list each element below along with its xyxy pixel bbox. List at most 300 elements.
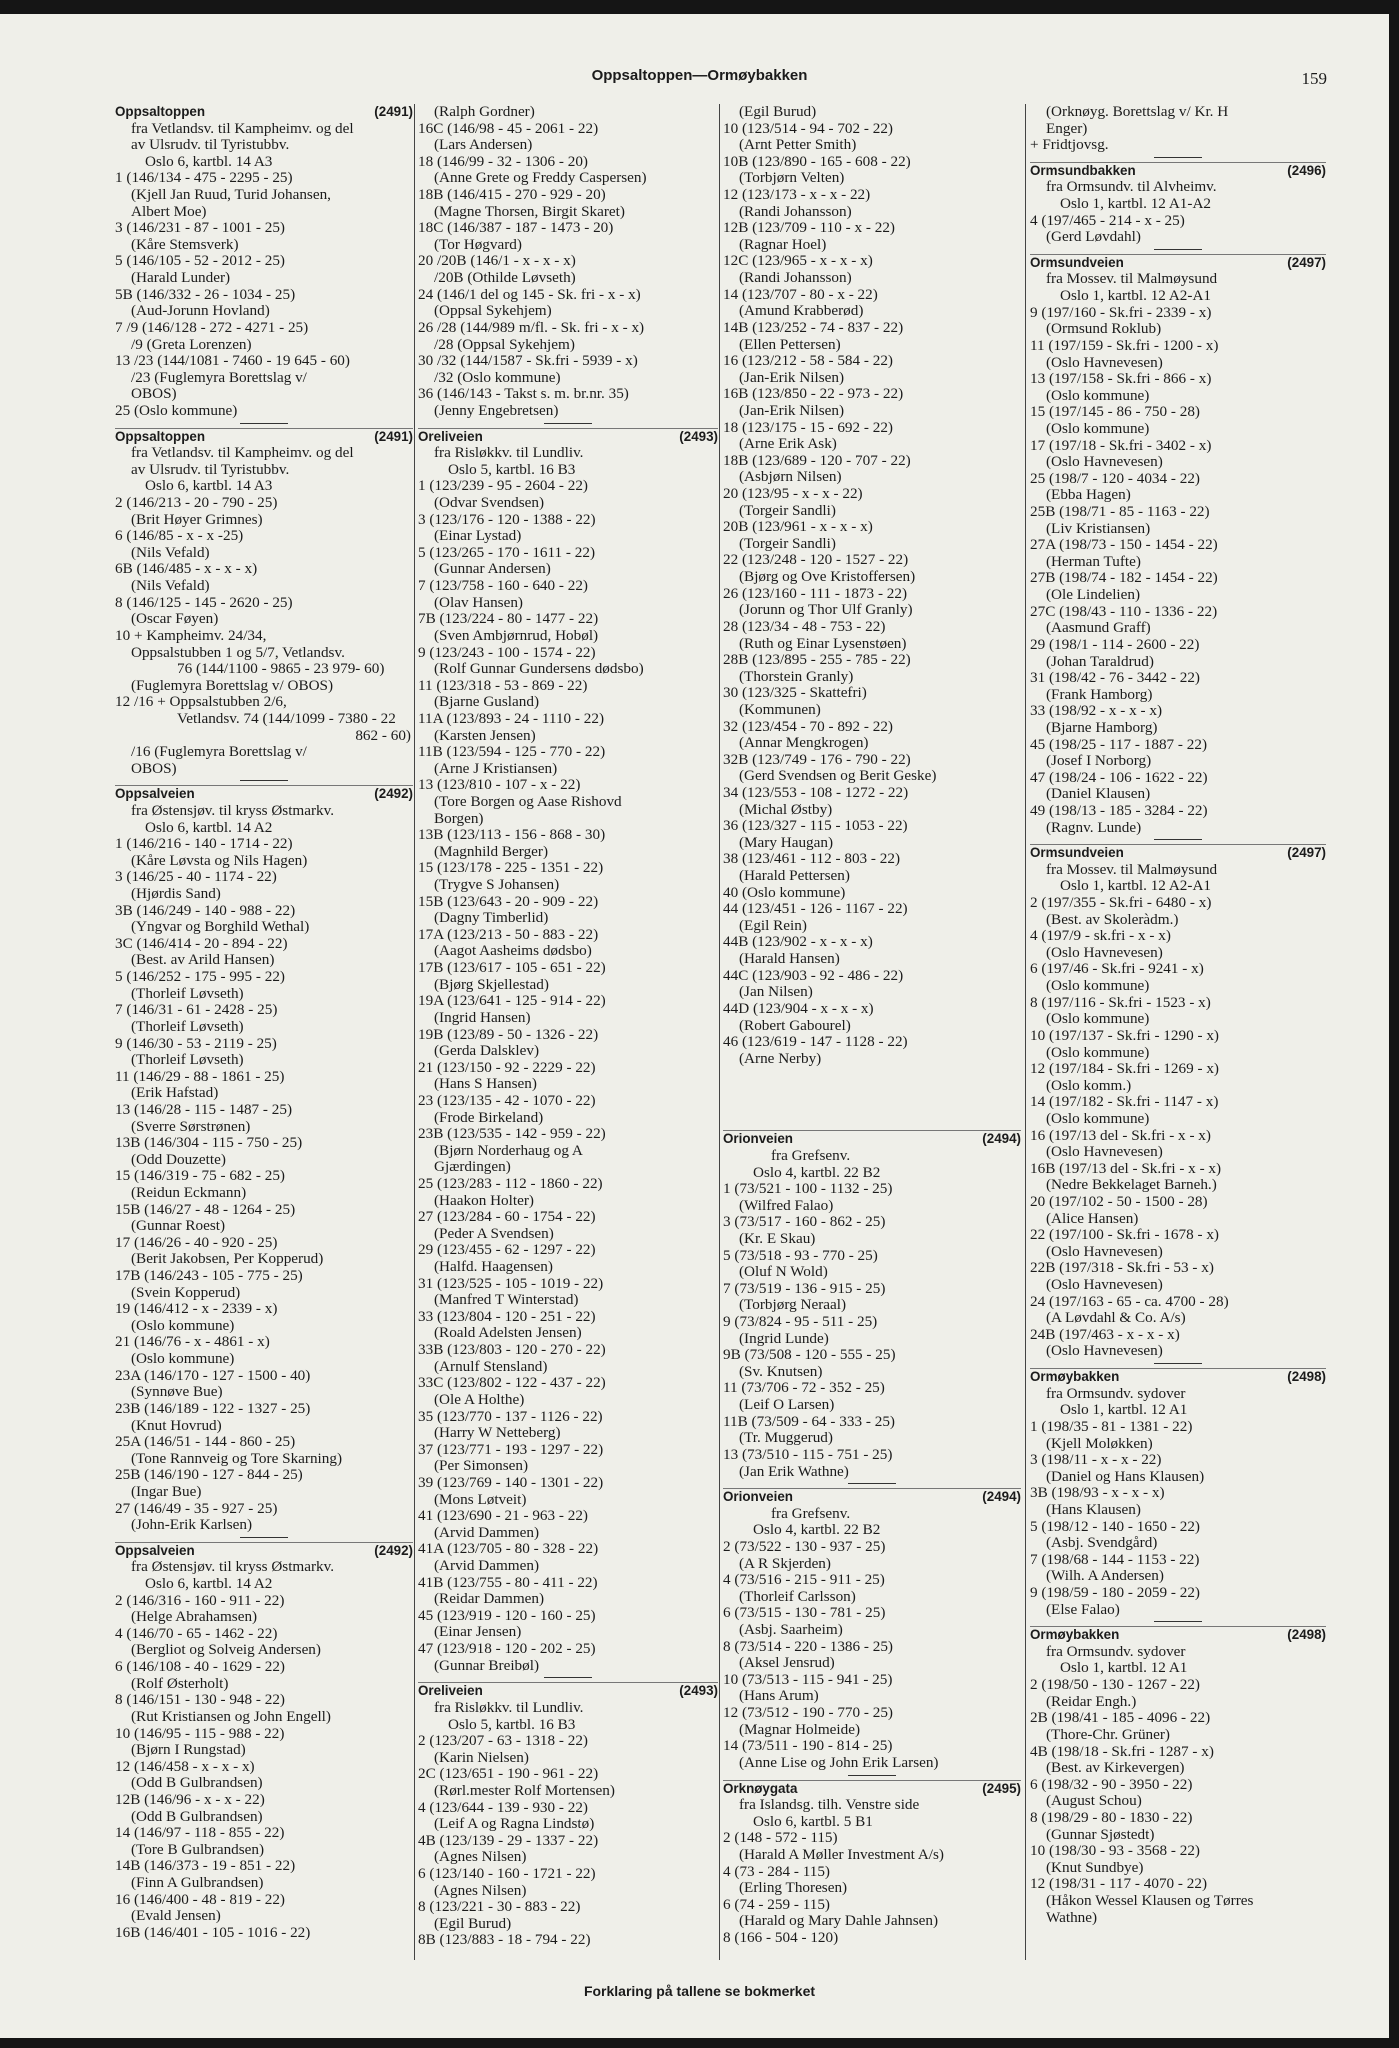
street-code: (2491): [374, 104, 413, 119]
entry-detail: (Liv Kristiansen): [1046, 519, 1151, 537]
entry-detail: Oslo 6, kartbl. 14 A2: [145, 1575, 273, 1593]
entry-detail: (Sverre Sørstrønen): [131, 1117, 251, 1135]
property-entry: 5 (198/12 - 140 - 1650 - 22): [1030, 1517, 1200, 1535]
property-entry: 33C (123/802 - 122 - 437 - 22): [418, 1374, 606, 1392]
property-entry: 4B (198/18 - Sk.fri - 1287 - x): [1030, 1742, 1214, 1760]
entry-detail: (Jan Nilsen): [739, 983, 813, 1001]
street-name: Orionveien: [723, 1489, 793, 1505]
entry-detail: (Amund Krabberød): [739, 302, 864, 320]
property-entry: 9 (198/59 - 180 - 2059 - 22): [1030, 1584, 1200, 1602]
entry-detail: (Magne Thorsen, Birgit Skaret): [434, 202, 625, 220]
entry-detail: (Gunnar Breibøl): [434, 1656, 540, 1674]
street-name: Oreliveien: [418, 1683, 483, 1699]
entry-detail: (Magnhild Berger): [434, 842, 549, 860]
entry-detail: (Aagot Aasheims dødsbo): [434, 942, 592, 960]
property-entry: 9 (197/160 - Sk.fri - 2339 - x): [1030, 303, 1212, 321]
entry-detail: 862 - 60): [355, 726, 411, 744]
street-heading: [115, 1542, 413, 1560]
entry-detail: (Thorleif Carlsson): [739, 1587, 856, 1605]
entry-detail: (Ingrid Hansen): [434, 1008, 531, 1026]
entry-detail: (Leif A og Ragna Lindstø): [434, 1815, 595, 1833]
property-entry: 36 (146/143 - Takst s. m. br.nr. 35): [418, 385, 629, 403]
street-code: (2493): [679, 1683, 718, 1699]
property-entry: 2 (73/522 - 130 - 937 - 25): [723, 1537, 886, 1555]
entry-detail: (Nils Vefald): [131, 577, 210, 595]
property-entry: 18B (123/689 - 120 - 707 - 22): [723, 451, 911, 469]
property-entry: 15B (146/27 - 48 - 1264 - 25): [115, 1200, 296, 1218]
property-entry: 25 (123/283 - 112 - 1860 - 22): [418, 1175, 603, 1192]
entry-detail: av Ulsrudv. til Tyristubbv.: [131, 136, 290, 154]
property-entry: 20 (197/102 - 50 - 1500 - 28): [1030, 1193, 1208, 1210]
entry-detail: (Nils Vefald): [131, 543, 210, 561]
property-entry: 25B (198/71 - 85 - 1163 - 22): [1030, 503, 1210, 521]
property-entry: 3 (198/11 - x - x - 22): [1030, 1451, 1162, 1469]
property-entry: 22 (123/248 - 120 - 1527 - 22): [723, 551, 909, 569]
entry-detail: (Gerd Svendsen og Berit Geske): [739, 767, 937, 785]
street-heading: [723, 1130, 1021, 1148]
property-entry: 6 (73/515 - 130 - 781 - 25): [723, 1604, 886, 1622]
entry-detail: Vetlandsv. 74 (144/1099 - 7380 - 22: [177, 709, 396, 727]
entry-detail: (Kr. E Skau): [739, 1230, 816, 1247]
entry-detail: (Hjørdis Sand): [131, 885, 221, 903]
entry-detail: (Rolf Gunnar Gundersens dødsbo): [434, 660, 644, 678]
entry-detail: (Håkon Wessel Klausen og Tørres: [1046, 1891, 1254, 1909]
property-entry: 32 (123/454 - 70 - 892 - 22): [723, 717, 893, 735]
property-entry: 9B (73/508 - 120 - 555 - 25): [723, 1346, 896, 1364]
entry-detail: (Haakon Holter): [434, 1191, 534, 1209]
entry-detail: (Bjarne Hamborg): [1046, 718, 1158, 736]
entry-detail: Oslo 4, kartbl. 22 B2: [753, 1163, 881, 1181]
entry-detail: (Oslo kommune): [131, 1350, 235, 1368]
entry-detail: (Oslo Havnevesen): [1046, 1143, 1163, 1161]
property-entry: 33 (198/92 - x - x - x): [1030, 702, 1163, 720]
spacer: [723, 1076, 1021, 1085]
property-entry: 18 (123/175 - 15 - 692 - 22): [723, 418, 893, 436]
property-entry: 4B (123/139 - 29 - 1337 - 22): [418, 1831, 599, 1849]
entry-detail: Wathne): [1046, 1908, 1098, 1926]
property-entry: 1 (123/239 - 95 - 2604 - 22): [418, 477, 588, 495]
street-code: (2492): [374, 786, 413, 802]
entry-detail: (Knut Sundbye): [1046, 1858, 1144, 1876]
property-entry: 8 (146/151 - 130 - 948 - 22): [115, 1691, 285, 1709]
property-entry: 13 (146/28 - 115 - 1487 - 25): [115, 1100, 293, 1118]
entry-detail: Oslo 4, kartbl. 22 B2: [753, 1521, 881, 1539]
entry-detail: fra Risløkkv. til Lundliv.: [434, 444, 584, 462]
entry-detail: (Oslo kommune): [131, 1316, 235, 1334]
entry-detail: (Jan Erik Wathne): [739, 1462, 849, 1480]
entry-detail: (Oscar Føyen): [131, 610, 219, 628]
entry-detail: (Einar Jensen): [434, 1623, 522, 1641]
property-entry: 20 /20B (146/1 - x - x - x): [418, 252, 576, 270]
entry-detail: Oslo 1, kartbl. 12 A1: [1060, 1659, 1188, 1677]
entry-detail: /28 (Oppsal Sykehjem): [434, 335, 575, 353]
entry-detail: (Ormsund Roklub): [1046, 320, 1162, 338]
property-entry: 25A (146/51 - 144 - 860 - 25): [115, 1433, 296, 1451]
property-entry: 3 (123/176 - 120 - 1388 - 22): [418, 510, 596, 528]
street-heading: [1030, 1626, 1326, 1644]
entry-detail: (Jan-Erik Nilsen): [739, 401, 845, 419]
property-entry: 14 (73/511 - 190 - 814 - 25): [723, 1737, 893, 1755]
street-name: Oppsaltoppen: [115, 428, 206, 444]
entry-detail: (Gerda Dalsklev): [434, 1042, 539, 1060]
entry-detail: (Evald Jensen): [131, 1907, 221, 1925]
entry-detail: (Odvar Svendsen): [434, 494, 545, 512]
entry-detail: (Hans Klausen): [1046, 1500, 1141, 1518]
street-code: (2498): [1287, 1627, 1326, 1643]
entry-detail: (Thore-Chr. Grüner): [1046, 1725, 1170, 1743]
property-entry: 8B (123/883 - 18 - 794 - 22): [418, 1931, 591, 1949]
property-entry: 12 (146/458 - x - x - x): [115, 1757, 255, 1775]
entry-detail: (Jan-Erik Nilsen): [739, 368, 845, 386]
property-entry: 10 (198/30 - 93 - 3568 - 22): [1030, 1842, 1200, 1860]
street-code: (2494): [982, 1489, 1021, 1505]
property-entry: 49 (198/13 - 185 - 3284 - 22): [1030, 801, 1208, 819]
entry-detail: (Harald Lunder): [131, 269, 231, 287]
entry-detail: (Oslo Havnevesen): [1046, 1342, 1163, 1360]
property-entry: 21 (123/150 - 92 - 2229 - 22): [418, 1058, 596, 1076]
entry-detail: (Oslo Havnevesen): [1046, 453, 1163, 471]
property-entry: 30 /32 (144/1587 - Sk.fri - 5939 - x): [418, 352, 638, 370]
property-entry: 39 (123/769 - 140 - 1301 - 22): [418, 1473, 604, 1491]
property-entry: 25B (146/190 - 127 - 844 - 25): [115, 1466, 303, 1484]
entry-detail: (Kåre Løvsta og Nils Hagen): [131, 851, 308, 869]
entry-detail: (Harald A Møller Investment A/s): [739, 1845, 944, 1863]
property-entry: 6 (146/85 - x - x -25): [115, 527, 244, 545]
page-header-title: Oppsaltoppen—Ormøybakken: [591, 67, 808, 84]
entry-detail: Borgen): [434, 809, 484, 827]
entry-detail: (Wilh. A Andersen): [1046, 1567, 1164, 1585]
entry-detail: (Johan Taraldrud): [1046, 652, 1154, 670]
entry-detail: (Erik Hafstad): [131, 1084, 219, 1102]
property-entry: 21 (146/76 - x - 4861 - x): [115, 1333, 270, 1351]
street-code: (2493): [679, 428, 718, 444]
page-number: 159: [1301, 69, 1327, 88]
entry-detail: fra Ormsundv. til Alvheimv.: [1046, 178, 1217, 196]
property-entry: 11 (146/29 - 88 - 1861 - 25): [115, 1067, 285, 1085]
entry-detail: fra Risløkkv. til Lundliv.: [434, 1698, 584, 1716]
entry-detail: (Rørl.mester Rolf Mortensen): [434, 1781, 615, 1799]
street-name: Orionveien: [723, 1131, 793, 1147]
entry-detail: (Ragnv. Lunde): [1046, 818, 1142, 836]
column-rule: [414, 104, 415, 1960]
property-entry: 28B (123/895 - 255 - 785 - 22): [723, 651, 911, 669]
property-entry: 8 (123/221 - 30 - 883 - 22): [418, 1898, 581, 1916]
property-entry: 10 + Kampheimv. 24/34,: [115, 626, 267, 644]
entry-detail: Oslo 6, kartbl. 14 A3: [145, 477, 273, 495]
entry-detail: (Thorstein Granly): [739, 667, 854, 685]
street-heading: [1030, 844, 1326, 862]
entry-detail: (John-Erik Karlsen): [131, 1516, 253, 1534]
entry-detail: (Asbjørn Nilsen): [739, 468, 842, 486]
property-entry: 2 (123/207 - 63 - 1318 - 22): [418, 1732, 588, 1750]
entry-detail: (A Løvdahl & Co. A/s): [1046, 1309, 1186, 1327]
property-entry: 17A (123/213 - 50 - 883 - 22): [418, 925, 599, 943]
entry-detail: (Egil Burud): [739, 103, 817, 120]
property-entry: 24 (146/1 del og 145 - Sk. fri - x - x): [418, 285, 641, 303]
entry-detail: fra Ormsundv. sydover: [1046, 1642, 1186, 1660]
entry-detail: fra Ormsundv. sydover: [1046, 1384, 1186, 1402]
street-name: Ormøybakken: [1030, 1627, 1120, 1643]
property-entry: 44C (123/903 - 92 - 486 - 22): [723, 966, 904, 984]
section-divider: [115, 1534, 413, 1542]
entry-detail: (Herman Tufte): [1046, 552, 1141, 570]
street-code: (2497): [1287, 254, 1326, 270]
property-entry: 47 (123/918 - 120 - 202 - 25): [418, 1640, 596, 1658]
entry-detail: (Reidun Eckmann): [131, 1184, 247, 1201]
street-code: (2496): [1287, 162, 1326, 178]
section-divider: [115, 420, 413, 428]
property-entry: 15 (146/319 - 75 - 682 - 25): [115, 1167, 285, 1185]
entry-detail: (Mary Haugan): [739, 833, 834, 851]
property-entry: 23A (146/170 - 127 - 1500 - 40): [115, 1366, 311, 1384]
entry-detail: (Best. av Skoleràdm.): [1046, 910, 1179, 928]
street-heading: [1030, 1368, 1326, 1386]
entry-detail: Oppsalstubben 1 og 5/7, Vetlandsv.: [131, 643, 345, 661]
entry-detail: fra Grefsenv.: [771, 1504, 851, 1522]
property-entry: 13 /23 (144/1081 - 7460 - 19 645 - 60): [115, 352, 350, 370]
entry-detail: (Torgeir Sandli): [739, 534, 836, 552]
entry-detail: (Oslo kommune): [1046, 977, 1150, 995]
entry-detail: (Erling Thoresen): [739, 1879, 848, 1897]
entry-detail: fra Østensjøv. til kryss Østmarkv.: [131, 801, 335, 819]
entry-detail: (Egil Burud): [434, 1914, 512, 1932]
entry-detail: (Nedre Bekkelaget Barneh.): [1046, 1176, 1217, 1194]
property-entry: 15B (123/643 - 20 - 909 - 22): [418, 892, 599, 910]
property-entry: 1 (73/521 - 100 - 1132 - 25): [723, 1180, 893, 1198]
property-entry: 47 (198/24 - 106 - 1622 - 22): [1030, 768, 1208, 786]
property-entry: 10B (123/890 - 165 - 608 - 22): [723, 152, 911, 170]
entry-detail: (Harald og Mary Dahle Jahnsen): [739, 1912, 939, 1930]
property-entry: 16B (197/13 del - Sk.fri - x - x): [1030, 1159, 1222, 1177]
entry-detail: (Kommunen): [739, 700, 821, 718]
section-divider: [1030, 246, 1326, 254]
entry-detail: (Oppsal Sykehjem): [434, 302, 552, 320]
property-entry: 5 (146/105 - 52 - 2012 - 25): [115, 252, 285, 270]
entry-detail: (Odd B Gulbrandsen): [131, 1774, 263, 1792]
property-entry: 1 (146/134 - 475 - 2295 - 25): [115, 169, 293, 187]
entry-detail: (Roald Adelsten Jensen): [434, 1324, 582, 1342]
entry-detail: (Odd Douzette): [131, 1150, 226, 1168]
entry-detail: (Michal Østby): [739, 800, 833, 818]
entry-detail: (Thorleif Løvseth): [131, 1051, 244, 1069]
street-name: Ormsundbakken: [1030, 162, 1136, 178]
entry-detail: (Tore Borgen og Aase Rishovd: [434, 792, 622, 810]
property-entry: 12 (73/512 - 190 - 770 - 25): [723, 1704, 893, 1722]
entry-detail: (Oslo Havnevesen): [1046, 1276, 1163, 1294]
property-entry: 3B (146/249 - 140 - 988 - 22): [115, 901, 296, 919]
entry-detail: (Daniel Klausen): [1046, 785, 1151, 803]
entry-detail: (Manfred T Winterstad): [434, 1291, 579, 1309]
street-code: (2497): [1287, 845, 1326, 861]
property-entry: 1 (198/35 - 81 - 1381 - 22): [1030, 1417, 1193, 1435]
entry-detail: (Harry W Netteberg): [434, 1424, 561, 1442]
street-heading: [723, 1780, 1021, 1798]
entry-detail: (Aud-Jorunn Hovland): [131, 302, 270, 320]
street-name: Ormøybakken: [1030, 1369, 1120, 1385]
property-entry: 2 (197/355 - Sk.fri - 6480 - x): [1030, 894, 1212, 912]
property-entry: 15 (123/178 - 225 - 1351 - 22): [418, 859, 604, 877]
street-code: (2495): [982, 1780, 1021, 1796]
entry-detail: (Hans Arum): [739, 1687, 819, 1705]
street-name: Ormsundveien: [1030, 845, 1124, 861]
entry-detail: (Torbjørn Velten): [739, 169, 845, 187]
property-entry: 19A (123/641 - 125 - 914 - 22): [418, 992, 606, 1010]
property-entry: 36 (123/327 - 115 - 1053 - 22): [723, 817, 908, 835]
entry-detail: Enger): [1046, 119, 1088, 137]
property-entry: 2 (198/50 - 130 - 1267 - 22): [1030, 1676, 1200, 1694]
entry-detail: (Bjørn Norderhaug og A: [434, 1141, 583, 1159]
entry-detail: (Finn A Gulbrandsen): [131, 1873, 264, 1891]
property-entry: 3 (73/517 - 160 - 862 - 25): [723, 1213, 886, 1231]
entry-detail: (Trygve S Johansen): [434, 876, 560, 894]
street-code: (2492): [374, 1542, 413, 1558]
entry-detail: Gjærdingen): [434, 1158, 511, 1176]
property-entry: 35 (123/770 - 137 - 1126 - 22): [418, 1407, 603, 1425]
entry-detail: (Ebba Hagen): [1046, 486, 1131, 504]
entry-detail: (Oslo komm.): [1046, 1076, 1132, 1094]
spacer: [723, 1103, 1021, 1112]
entry-detail: (Arvid Dammen): [434, 1523, 540, 1541]
entry-detail: (Alice Hansen): [1046, 1209, 1139, 1227]
entry-detail: (Ralph Gordner): [434, 103, 535, 120]
property-entry: 10 (123/514 - 94 - 702 - 22): [723, 119, 893, 137]
property-entry: 20B (123/961 - x - x - x): [723, 518, 873, 536]
section-divider: [723, 1772, 1021, 1780]
property-entry: 27C (198/43 - 110 - 1336 - 22): [1030, 602, 1218, 620]
property-entry: 18B (146/415 - 270 - 929 - 20): [418, 186, 606, 204]
property-entry: 10 (197/137 - Sk.fri - 1290 - x): [1030, 1026, 1219, 1044]
street-heading: [723, 1488, 1021, 1506]
property-entry: 23 (123/135 - 42 - 1070 - 22): [418, 1091, 596, 1109]
property-entry: 40 (Oslo kommune): [723, 883, 846, 901]
property-entry: 6 (197/46 - Sk.fri - 9241 - x): [1030, 960, 1204, 978]
entry-detail: (Orknøyg. Borettslag v/ Kr. H: [1046, 103, 1229, 120]
entry-detail: (Torgeir Sandli): [739, 501, 836, 519]
directory-column-4: [1030, 104, 1326, 1926]
entry-detail: /16 (Fuglemyra Borettslag v/: [131, 743, 307, 761]
entry-detail: (Josef I Norborg): [1046, 752, 1152, 770]
entry-detail: (Arne Nerby): [739, 1049, 822, 1067]
entry-detail: (Best. av Arild Hansen): [131, 951, 275, 969]
property-entry: 17B (123/617 - 105 - 651 - 22): [418, 959, 606, 977]
property-entry: 4 (197/9 - sk.fri - x - x): [1030, 927, 1171, 945]
entry-detail: (Robert Gabourel): [739, 1016, 851, 1034]
property-entry: 2 (146/316 - 160 - 911 - 22): [115, 1591, 285, 1609]
property-entry: 23B (146/189 - 122 - 1327 - 25): [115, 1399, 311, 1417]
entry-detail: (Else Falao): [1046, 1600, 1120, 1618]
entry-detail: (Anne Grete og Freddy Caspersen): [434, 169, 647, 187]
entry-detail: fra Østensjøv. til kryss Østmarkv.: [131, 1558, 335, 1576]
section-divider: [115, 777, 413, 785]
street-heading: [418, 428, 718, 446]
property-entry: 14B (146/373 - 19 - 851 - 22): [115, 1857, 296, 1875]
entry-detail: (Oslo Havnevesen): [1046, 353, 1163, 371]
property-entry: 3 (146/25 - 40 - 1174 - 22): [115, 868, 277, 886]
street-name: Oppsalveien: [115, 786, 195, 802]
entry-detail: (Oslo kommune): [1046, 1109, 1150, 1127]
entry-detail: (Svein Kopperud): [131, 1283, 241, 1301]
property-entry: 13 (73/510 - 115 - 751 - 25): [723, 1445, 893, 1463]
property-entry: 25 (198/7 - 120 - 4034 - 22): [1030, 469, 1200, 487]
entry-detail: (Ruth og Einar Lysenstøen): [739, 634, 907, 652]
section-divider: [1030, 836, 1326, 844]
entry-detail: (Oslo Havnevesen): [1046, 1242, 1163, 1260]
entry-detail: /9 (Greta Lorenzen): [131, 335, 252, 353]
entry-detail: (Randi Johansson): [739, 202, 852, 220]
property-entry: 8 (198/29 - 80 - 1830 - 22): [1030, 1808, 1193, 1826]
property-entry: 4 (197/465 - 214 - x - 25): [1030, 211, 1185, 229]
property-entry: 4 (73 - 284 - 115): [723, 1862, 830, 1880]
entry-detail: (Dagny Timberlid): [434, 909, 549, 927]
property-entry: 29 (198/1 - 114 - 2600 - 22): [1030, 635, 1200, 653]
spacer: [723, 1121, 1021, 1130]
entry-detail: (Arnulf Stensland): [434, 1357, 548, 1375]
entry-detail: OBOS): [131, 759, 177, 777]
spacer: [723, 1094, 1021, 1103]
property-entry: 3C (146/414 - 20 - 894 - 22): [115, 934, 288, 952]
entry-detail: Oslo 5, kartbl. 16 B3: [448, 1715, 576, 1733]
street-heading: [1030, 254, 1326, 272]
entry-detail: Oslo 6, kartbl. 14 A2: [145, 818, 273, 836]
street-heading: [115, 104, 413, 121]
property-entry: 27 (146/49 - 35 - 927 - 25): [115, 1499, 278, 1517]
entry-detail: Oslo 5, kartbl. 16 B3: [448, 460, 576, 478]
entry-detail: (Hans S Hansen): [434, 1075, 537, 1093]
entry-detail: (Agnes Nilsen): [434, 1848, 527, 1866]
entry-detail: (Karin Nielsen): [434, 1748, 529, 1766]
entry-detail: fra Vetlandsv. til Kampheimv. og del: [131, 444, 354, 462]
entry-detail: (Arne J Kristiansen): [434, 759, 558, 777]
property-entry: 32B (123/749 - 176 - 790 - 22): [723, 750, 911, 768]
property-entry: 30 (123/325 - Skattefri): [723, 684, 867, 702]
property-entry: 12 (198/31 - 117 - 4070 - 22): [1030, 1875, 1208, 1893]
directory-column-3: [723, 104, 1021, 1947]
entry-detail: (Tore B Gulbrandsen): [131, 1840, 265, 1858]
property-entry: 8 (166 - 504 - 120): [723, 1928, 839, 1946]
property-entry: 19B (123/89 - 50 - 1326 - 22): [418, 1025, 599, 1043]
property-entry: 31 (198/42 - 76 - 3442 - 22): [1030, 669, 1200, 687]
entry-detail: (Ingar Bue): [131, 1482, 202, 1500]
page-footer: Forklaring på tallene se bokmerket: [583, 1983, 816, 1999]
entry-detail: (Oslo Havnevesen): [1046, 943, 1163, 961]
property-entry: 3 (146/231 - 87 - 1001 - 25): [115, 219, 285, 237]
property-entry: 31 (123/525 - 105 - 1019 - 22): [418, 1274, 604, 1292]
entry-detail: fra Grefsenv.: [771, 1146, 851, 1164]
entry-detail: (Karsten Jensen): [434, 726, 536, 744]
property-entry: 33B (123/803 - 120 - 270 - 22): [418, 1341, 606, 1359]
property-entry: 26 /28 (144/989 m/fl. - Sk. fri - x - x): [418, 318, 645, 336]
property-entry: 6 (74 - 259 - 115): [723, 1895, 830, 1913]
street-name: Ormsundveien: [1030, 254, 1124, 270]
property-entry: 13B (123/113 - 156 - 868 - 30): [418, 826, 606, 844]
property-entry: 12 /16 + Oppsalstubben 2/6,: [115, 693, 287, 711]
property-entry: 17 (146/26 - 40 - 920 - 25): [115, 1233, 278, 1251]
property-entry: + Fridtjovsg.: [1030, 136, 1109, 154]
section-divider: [418, 420, 718, 428]
property-entry: 16B (146/401 - 105 - 1016 - 22): [115, 1923, 311, 1941]
property-entry: 1 (146/216 - 140 - 1714 - 22): [115, 835, 293, 853]
property-entry: 22 (197/100 - Sk.fri - 1678 - x): [1030, 1226, 1219, 1244]
entry-detail: (Lars Andersen): [434, 136, 533, 154]
entry-detail: (Tone Rannveig og Tore Skarning): [131, 1449, 343, 1467]
entry-detail: (Olav Hansen): [434, 593, 523, 611]
property-entry: 12B (123/709 - 110 - x - 22): [723, 219, 895, 237]
property-entry: 14 (146/97 - 118 - 855 - 22): [115, 1824, 285, 1842]
entry-detail: Albert Moe): [131, 202, 207, 220]
scan-edge-right: [1389, 0, 1399, 2048]
entry-detail: (Ole Lindelien): [1046, 586, 1141, 604]
property-entry: 14 (197/182 - Sk.fri - 1147 - x): [1030, 1093, 1219, 1111]
